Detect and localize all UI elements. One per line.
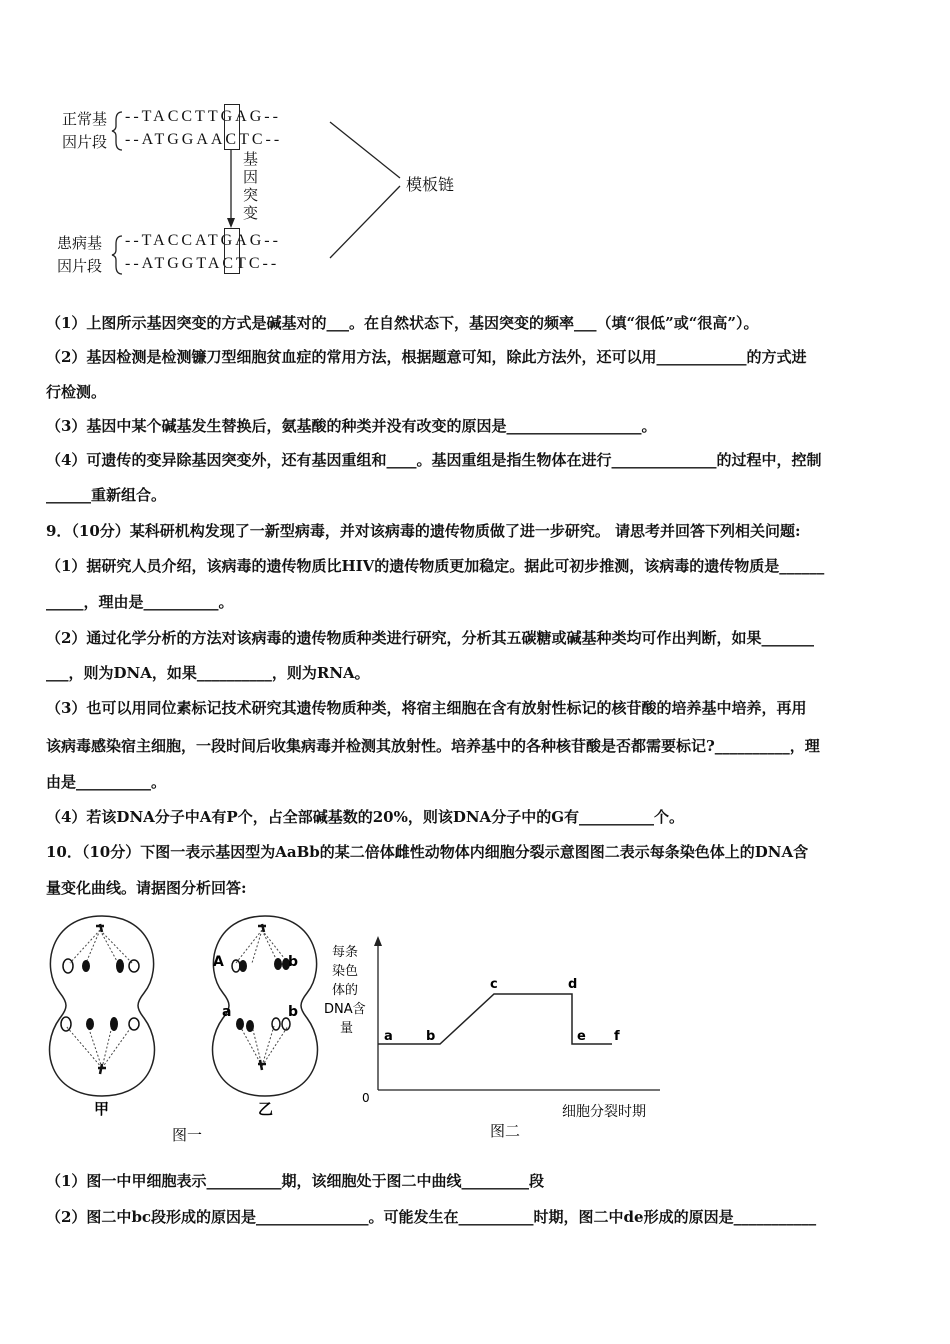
q8-part4-line1: （4）可遗传的变异除基因突变外，还有基因重组和____。基因重组是指生物体在进行______________的过程中，控制 [46, 451, 822, 469]
q9-part2-line1: （2）通过化学分析的方法对该病毒的遗传物质种类进行研究，分析其五碳糖或碱基种类均可作出判断，如果_______ [46, 629, 814, 647]
fig2-ylabel-line: 量 [340, 1021, 354, 1036]
normal-seq-bottom: --ATGGAACTC-- [125, 131, 283, 148]
disease-gene-label-2: 因片段 [57, 257, 103, 275]
fig2-point-b: b [426, 1029, 436, 1044]
cell-jia-chromosome [110, 1017, 118, 1031]
q9-stem: 9．（10分）某科研机构发现了一新型病毒，并对该病毒的遗传物质做了进一步研究。 请思考并回答下列相关问题: [46, 522, 801, 540]
fig2-y-arrow [374, 936, 382, 946]
cell-yi-chromosome [246, 1020, 254, 1032]
cell-jia-chromosome [116, 959, 124, 973]
cell-jia-chromosome [86, 1018, 94, 1030]
disease-gene-label-1: 患病基 [57, 234, 103, 252]
q9-part3-line1: （3）也可以用同位素标记技术研究其遗传物质种类，将宿主细胞在含有放射性标记的核苷酸的培养基中培养，再用 [46, 699, 807, 717]
cell-jia-chromosome [82, 960, 90, 972]
normal-seq-top: --TACCTTGAG-- [125, 108, 281, 125]
q8-part2-line2: 行检测。 [46, 383, 107, 401]
fig2-y-axis-label [324, 945, 366, 1036]
disease-seq-top: --TACCATGAG-- [125, 232, 281, 249]
q9-part2-line2: ___，则为DNA，如果__________，则为RNA。 [46, 664, 370, 682]
gene-b-top-label: b [288, 954, 299, 970]
cell-yi-chromosome [239, 960, 247, 972]
cell-yi-label: 乙 [258, 1100, 274, 1118]
q10-part1: （1）图一中甲细胞表示__________期，该细胞处于图二中曲线_________段 [46, 1172, 544, 1190]
q10-part2: （2）图二中bc段形成的原因是_______________。可能发生在__________时期，图二中de形成的原因是___________ [46, 1208, 817, 1226]
disease-seq-bottom: --ATGGTACTC-- [125, 255, 280, 272]
figure-1 [40, 908, 340, 1148]
template-strand-label: 模板链 [406, 175, 455, 194]
mutation-arrowhead [227, 218, 235, 228]
q10-stem-line1: 10．（10分）下图一表示基因型为AaBb的某二倍体雌性动物体内细胞分裂示意图图二表示每条染色体上的DNA含 [46, 843, 809, 861]
normal-gene-label-2: 因片段 [62, 133, 108, 151]
fig2-ylabel-line: 染色 [332, 964, 359, 979]
q9-part1-line2: _____，理由是__________。 [46, 593, 234, 611]
q8-part1: （1）上图所示基因突变的方式是碱基对的___。在自然状态下，基因突变的频率___（填“很低”或“很高”）。 [46, 314, 759, 332]
fig2-ylabel-line: 每条 [332, 945, 359, 960]
gene-mutation-diagram [0, 0, 950, 300]
template-line-top [330, 122, 400, 178]
fig2-point-a: a [384, 1029, 393, 1044]
fig2-point-c: c [490, 977, 498, 992]
figure-1-caption: 图一 [172, 1126, 203, 1144]
template-line-bottom [330, 186, 400, 258]
mutation-label: 基 因 突 变 [243, 150, 259, 222]
fig2-point-e: e [577, 1029, 586, 1044]
figure-2-caption: 图二 [490, 1122, 521, 1140]
gene-a-label: a [222, 1004, 232, 1020]
normal-gene-label-1: 正常基 [62, 110, 108, 128]
figure-2 [320, 930, 680, 1150]
fig2-origin: 0 [362, 1091, 370, 1105]
q9-part3-line3: 由是__________。 [46, 773, 167, 791]
disease-brace [112, 236, 122, 274]
q10-stem-line2: 量变化曲线。请据图分析回答: [46, 879, 247, 897]
fig2-point-f: f [614, 1029, 620, 1044]
normal-brace [112, 112, 122, 150]
q9-part3-line2: 该病毒感染宿主细胞，一段时间后收集病毒并检测其放射性。培养基中的各种核苷酸是否都需要标记?__________，理 [46, 737, 820, 755]
q9-part1-line1: （1）据研究人员介绍，该病毒的遗传物质比HIV的遗传物质更加稳定。据此可初步推测，该病毒的遗传物质是______ [46, 557, 825, 575]
q8-part3: （3）基因中某个碱基发生替换后，氨基酸的种类并没有改变的原因是__________________。 [46, 417, 657, 435]
q9-part4: （4）若该DNA分子中A有P个，占全部碱基数的20%，则该DNA分子中的G有__________个。 [46, 808, 685, 826]
cell-yi-chromosome [236, 1018, 244, 1030]
disease-mutation-box [224, 228, 240, 274]
fig2-ylabel-line: 体的 [332, 983, 359, 998]
cell-yi-chromosome [274, 958, 282, 970]
gene-A-label: A [213, 954, 224, 970]
cell-jia-label: 甲 [94, 1100, 110, 1118]
fig2-ylabel-line: DNA含 [324, 1002, 366, 1017]
q8-part2-line1: （2）基因检测是检测镰刀型细胞贫血症的常用方法，根据题意可知，除此方法外，还可以用____________的方式进 [46, 348, 807, 366]
q8-part4-line2: ______重新组合。 [46, 486, 167, 504]
fig2-point-d: d [568, 977, 578, 992]
gene-b-bottom-label: b [288, 1004, 299, 1020]
fig2-x-axis-label: 细胞分裂时期 [562, 1104, 646, 1120]
